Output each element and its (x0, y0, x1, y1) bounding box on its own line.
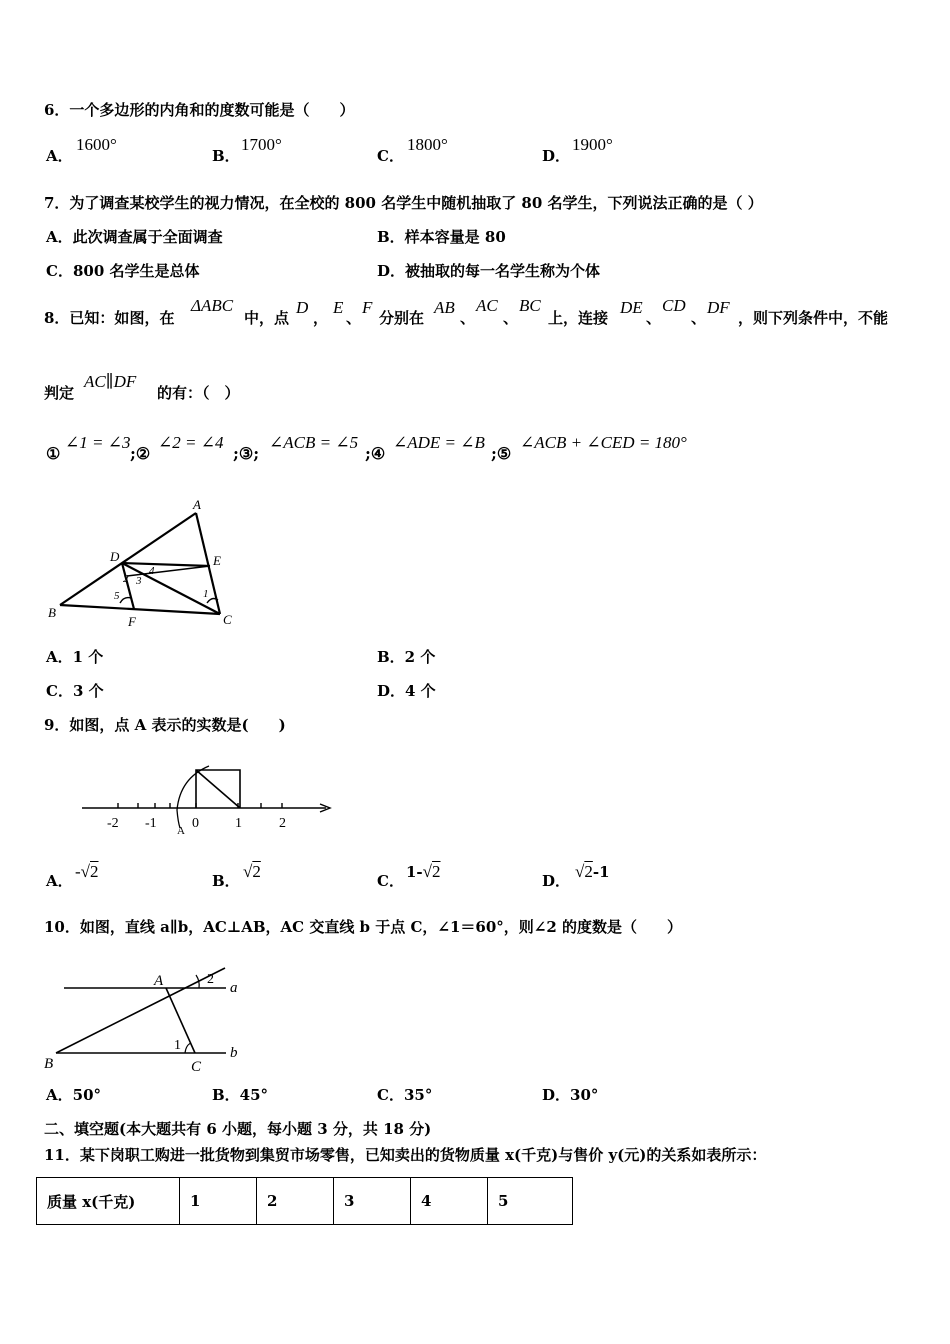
q10-label-angle-1: 1 (174, 1038, 181, 1053)
q8-segment-de: DE (620, 298, 643, 317)
q11-stem: 11．某下岗职工购进一批货物到集贸市场零售，已知卖出的货物质量 x(千克)与售价 y(元)的关系如表所示： (44, 1146, 767, 1164)
q8-cond3: ∠ACB = ∠5 (269, 433, 359, 452)
q8-cond5: ∠ACB + ∠CED = 180° (520, 433, 687, 452)
q8-fig-label-5: 5 (114, 590, 120, 602)
q9-option-b-radicand: 2 (252, 862, 261, 881)
q8-fig-label-2: 2 (123, 573, 129, 585)
q10-stem: 10．如图，直线 a∥b，AC⊥AB，AC 交直线 b 于点 C，∠1＝60°，则∠2 的度数是（ ） (44, 918, 683, 936)
q8-fig-label-f: F (128, 614, 136, 629)
q10-angle-arc-2 (196, 975, 199, 988)
q10-option-d: D．30° (542, 1086, 599, 1104)
q7-option-d: D．被抽取的每一名学生称为个体 (377, 262, 601, 280)
q9-tick-label-neg1: -1 (145, 816, 157, 831)
q6-stem: 6．一个多边形的内角和的度数可能是（ ） (44, 101, 355, 119)
q8-fig-label-3: 3 (136, 575, 142, 587)
q10-line-ab-extended (56, 968, 225, 1053)
q8-triangle-abc: ΔABC (191, 296, 234, 315)
q7-stem: 7．为了调查某校学生的视力情况，在全校的 800 名学生中随机抽取了 80 名学生，下列说法正确的是（ ） (44, 194, 763, 212)
q8-segment-ac: AC (476, 296, 498, 315)
q8-option-a: A．1 个 (46, 648, 104, 666)
q11-table-cell-3: 3 (334, 1178, 411, 1225)
q8-stem-part5: ，则下列条件中，不能 (738, 309, 889, 327)
q8-cond1: ∠1 = ∠3 (65, 433, 131, 452)
q9-option-c-pre: 1- (406, 863, 423, 881)
q6-option-b-value: 1700° (241, 135, 282, 154)
q10-label-b-point: B (44, 1056, 54, 1072)
q9-option-b-root: √ (243, 862, 253, 881)
q8-fig-label-4: 4 (149, 565, 155, 577)
q9-option-a-root: √ (80, 862, 91, 881)
q8-stem-part6: 判定 (44, 384, 75, 402)
q10-angle-arc-1 (185, 1043, 191, 1053)
q8-side-ac (196, 513, 220, 614)
q11-table-cell-5: 5 (488, 1178, 573, 1225)
q10-label-angle-2: 2 (207, 972, 214, 987)
q9-option-c-letter: C． (377, 872, 404, 890)
section-2-heading: 二、填空题(本大题共有 6 小题，每小题 3 分，共 18 分) (44, 1120, 432, 1138)
q9-option-a-pre: - (75, 862, 81, 881)
q8-dun-5: 、 (691, 309, 707, 327)
q8-relation: AC∥DF (84, 372, 137, 391)
q8-comma: ， (313, 309, 329, 327)
q8-fig-label-b: B (48, 605, 56, 620)
q8-fig-label-d: D (110, 549, 120, 564)
q8-cond2-mark: ;② (130, 444, 151, 463)
q9-option-a-value (75, 863, 99, 880)
q10-label-c-point: C (191, 1059, 202, 1075)
q8-cond1-mark: ① (46, 444, 61, 463)
q9-option-d-radicand: 2 (584, 862, 593, 881)
q7-option-a: A．此次调查属于全面调查 (46, 228, 223, 246)
q11-table-header: 质量 x(千克) (37, 1178, 180, 1225)
q9-option-b-letter: B． (212, 872, 240, 890)
table-row (37, 1178, 573, 1225)
q9-option-a-letter: A． (46, 872, 73, 890)
q10-label-line-a: a (230, 980, 238, 996)
q8-point-d: D (296, 298, 309, 317)
q8-segment-ab: AB (434, 298, 455, 317)
q11-table (36, 1177, 573, 1225)
q9-point-label-a: A (177, 825, 185, 837)
q9-option-a-radicand: 2 (90, 862, 99, 881)
q9-axis-arrow (320, 804, 330, 812)
q8-fig-label-c: C (223, 612, 232, 627)
q8-segment-cd: CD (662, 296, 686, 315)
q8-inner-line (127, 566, 210, 576)
q8-dun-2: 、 (460, 309, 476, 327)
q9-square (196, 770, 240, 808)
q6-option-c-value: 1800° (407, 135, 448, 154)
q10-option-a: A．50° (46, 1086, 102, 1104)
q11-table-cell-1: 1 (180, 1178, 257, 1225)
q8-segment-df-line (122, 563, 134, 609)
q9-option-b-value (243, 863, 261, 880)
q8-option-c: C．3 个 (46, 682, 104, 700)
q8-dun-4: 、 (646, 309, 662, 327)
q8-angle-arc-5 (120, 598, 131, 603)
q8-dun-1: 、 (346, 309, 362, 327)
q6-option-c-letter: C． (377, 147, 404, 165)
q8-stem-part1: 8．已知：如图，在 (44, 309, 175, 327)
q6-option-d-value: 1900° (572, 135, 613, 154)
q8-stem-part2: 中，点 (244, 309, 290, 327)
q8-stem-part3: 分别在 (379, 309, 425, 327)
q10-option-c: C．35° (377, 1086, 433, 1104)
q9-tick-label-neg2: -2 (107, 816, 119, 831)
q8-segment-bc: BC (519, 296, 541, 315)
q9-tick-label-0: 0 (192, 816, 199, 831)
q10-label-line-b: b (230, 1045, 238, 1061)
q9-tick-label-2: 2 (279, 816, 286, 831)
q9-option-d-letter: D． (542, 872, 571, 890)
q6-option-a-value: 1600° (76, 135, 117, 154)
q8-option-d: D．4 个 (377, 682, 436, 700)
q9-tick-label-1: 1 (235, 816, 242, 831)
q6-option-a-letter: A． (46, 147, 73, 165)
q8-segment-df: DF (707, 298, 730, 317)
q8-point-f: F (362, 298, 373, 317)
q8-segment-de-line (122, 563, 210, 566)
q9-option-c-radicand: 2 (432, 862, 441, 881)
q10-label-a-point: A (154, 973, 164, 989)
q8-fig-label-e: E (213, 553, 221, 568)
q6-option-d-letter: D． (542, 147, 571, 165)
q8-cond4: ∠ADE = ∠B (393, 433, 485, 452)
q8-stem-part7: 的有：（ ） (157, 384, 240, 402)
q8-cond4-mark: ;④ (365, 444, 386, 463)
q8-side-ab (60, 513, 196, 605)
q7-option-c: C．800 名学生是总体 (46, 262, 200, 280)
q9-arc (177, 766, 209, 828)
q8-point-e: E (333, 298, 344, 317)
q8-side-bc (60, 605, 220, 614)
q8-cond2: ∠2 = ∠4 (158, 433, 224, 452)
q9-option-d-post: -1 (592, 863, 610, 881)
q9-option-d-root: √ (575, 862, 585, 881)
q9-option-d-value (575, 863, 610, 880)
q8-segment-dc-line (122, 563, 220, 614)
q8-option-b: B．2 个 (377, 648, 436, 666)
q7-option-b: B．样本容量是 80 (377, 228, 506, 246)
q8-fig-label-a: A (193, 497, 201, 512)
q8-cond5-mark: ;⑤ (491, 444, 512, 463)
q9-diagonal (196, 770, 240, 808)
q6-option-b-letter: B． (212, 147, 240, 165)
q8-stem-part4: 上，连接 (548, 309, 609, 327)
q9-option-c-value (406, 863, 441, 880)
q8-fig-label-1: 1 (203, 588, 209, 600)
q10-option-b: B．45° (212, 1086, 269, 1104)
q9-option-c-root: √ (422, 862, 433, 881)
q8-angle-arc-1 (207, 599, 218, 603)
q11-table-cell-4: 4 (411, 1178, 488, 1225)
q11-table-cell-2: 2 (257, 1178, 334, 1225)
q8-cond3-mark: ;③; (233, 444, 260, 463)
q10-segment-ac (166, 988, 195, 1053)
q9-stem: 9．如图，点 A 表示的实数是( ) (44, 716, 286, 734)
q8-dun-3: 、 (503, 309, 519, 327)
